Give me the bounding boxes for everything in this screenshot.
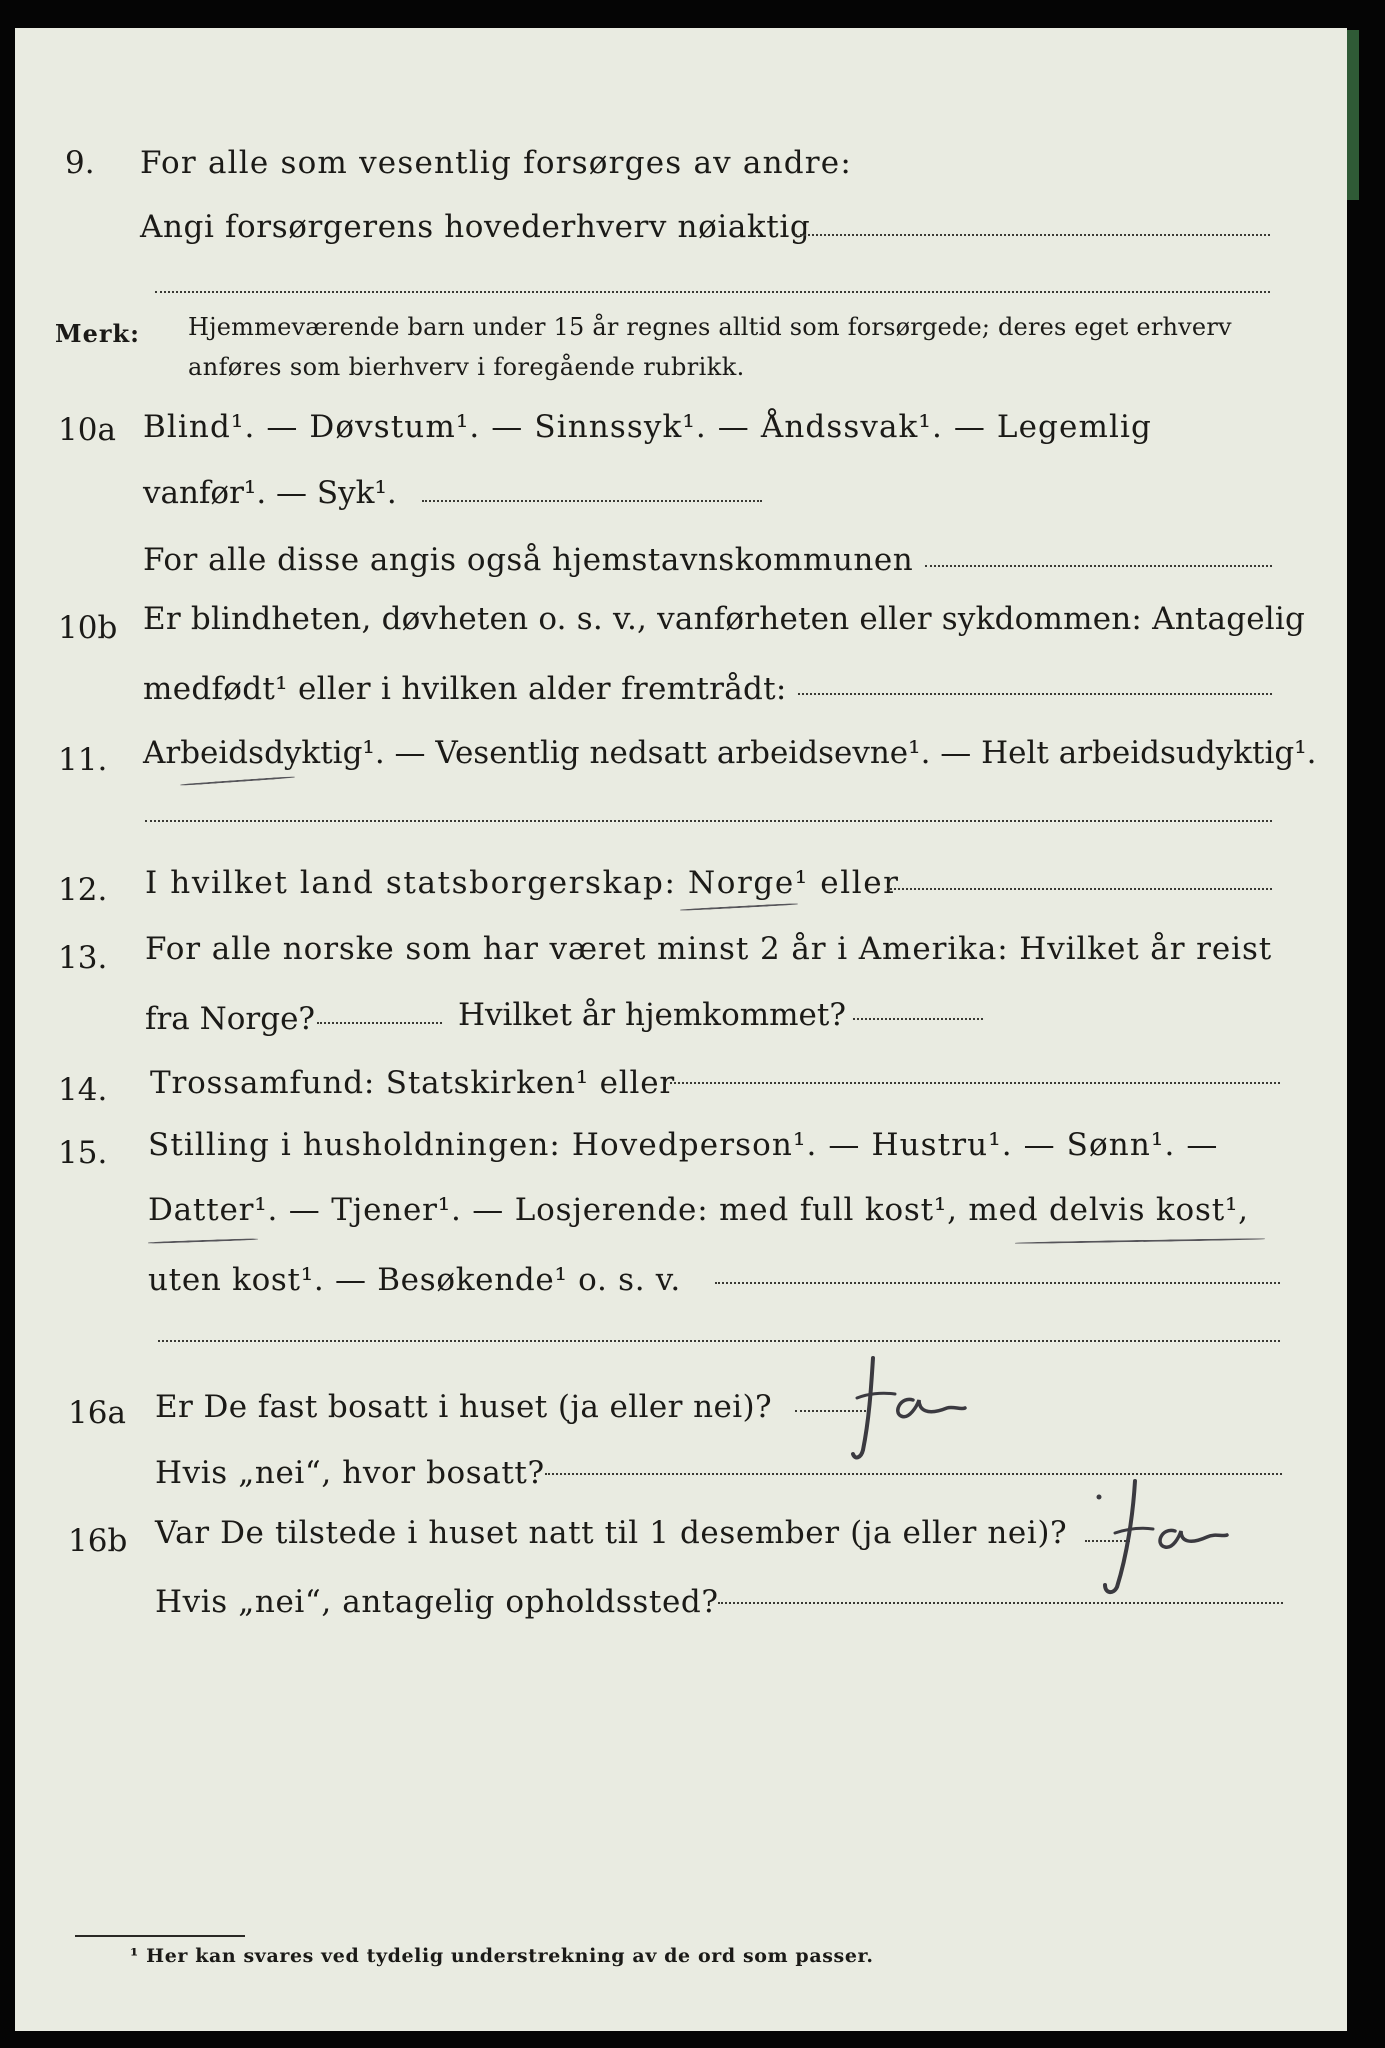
q14-line1: Trossamfund: Statskirken¹ eller xyxy=(150,1065,675,1101)
q10a-syk-field[interactable] xyxy=(422,500,762,502)
q11-answer-field[interactable] xyxy=(145,820,1272,822)
q16b-line1: Var De tilstede i huset natt til 1 desember (ja eller nei)? xyxy=(155,1515,1068,1551)
q13-line2a: fra Norge? xyxy=(145,1001,316,1037)
q15-answer-field-2[interactable] xyxy=(158,1340,1280,1342)
q16b-opholdssted-field[interactable] xyxy=(718,1602,1283,1604)
q10a-line2: vanfør¹. — Syk¹. xyxy=(143,475,397,511)
q12-answer-field[interactable] xyxy=(887,888,1272,890)
q9-line1: For alle som vesentlig forsørges av andre: xyxy=(140,145,852,181)
q16b-handwritten-answer xyxy=(1075,1475,1255,1605)
q10b-line2: medfødt¹ eller i hvilken alder fremtrådt: xyxy=(143,671,787,707)
q13-reist-field[interactable] xyxy=(317,1022,442,1024)
q12-line1: I hvilket land statsborgerskap: Norge¹ eller xyxy=(145,865,900,901)
q10b-answer-field[interactable] xyxy=(798,693,1272,695)
q16a-number: 16a xyxy=(68,1395,126,1431)
q15-number: 15. xyxy=(58,1135,108,1171)
merk-line1: Hjemmeværende barn under 15 år regnes alltid som forsørgede; deres eget erhverv xyxy=(188,313,1232,341)
q13-hjemkommet-field[interactable] xyxy=(853,1018,983,1020)
merk-line2: anføres som bierhverv i foregående rubrikk. xyxy=(188,353,745,381)
q13-line1: For alle norske som har været minst 2 år i Amerika: Hvilket år reist xyxy=(145,931,1273,967)
q11-line1: Arbeidsdyktig¹. — Vesentlig nedsatt arbeidsevne¹. — Helt arbeidsudyktig¹. xyxy=(143,735,1317,771)
q10b-number: 10b xyxy=(58,610,118,646)
q9-answer-field-2[interactable] xyxy=(155,291,1270,293)
q9-answer-field[interactable] xyxy=(795,234,1270,236)
q13-line2b: Hvilket år hjemkommet? xyxy=(458,997,846,1033)
q13-number: 13. xyxy=(58,940,108,976)
q9-line2: Angi forsørgerens hovederhverv nøiaktig xyxy=(140,209,811,245)
q11-number: 11. xyxy=(58,742,108,778)
page-edge-strip xyxy=(1347,30,1359,200)
q9-number: 9. xyxy=(65,145,95,181)
q15-line1: Stilling i husholdningen: Hovedperson¹. — Hustru¹. — Sønn¹. — xyxy=(148,1127,1219,1163)
q10a-number: 10a xyxy=(58,412,116,448)
q16a-line1: Er De fast bosatt i huset (ja eller nei)? xyxy=(155,1389,773,1425)
merk-label: Merk: xyxy=(55,319,140,348)
q16a-line2: Hvis „nei“, hvor bosatt? xyxy=(155,1455,545,1491)
q16b-number: 16b xyxy=(68,1523,128,1559)
footnote-rule xyxy=(75,1935,245,1937)
q15-line2: Datter¹. — Tjener¹. — Losjerende: med full kost¹, med delvis kost¹, xyxy=(148,1192,1249,1228)
q15-line3: uten kost¹. — Besøkende¹ o. s. v. xyxy=(148,1262,681,1298)
q10a-line3: For alle disse angis også hjemstavnskommunen xyxy=(143,542,914,578)
q10a-line1: Blind¹. — Døvstum¹. — Sinnssyk¹. — Åndssvak¹. — Legemlig xyxy=(143,409,1152,445)
q14-number: 14. xyxy=(58,1072,108,1108)
footnote: ¹ Her kan svares ved tydelig understrekning av de ord som passer. xyxy=(130,1945,874,1967)
q16a-handwritten-answer xyxy=(835,1350,985,1465)
q10b-line1: Er blindheten, døvheten o. s. v., vanførheten eller sykdommen: Antagelig xyxy=(143,601,1306,637)
q10a-hjemstavn-field[interactable] xyxy=(925,565,1272,567)
q14-answer-field[interactable] xyxy=(670,1082,1280,1084)
q15-answer-field[interactable] xyxy=(715,1282,1280,1284)
q16b-line2: Hvis „nei“, antagelig opholdssted? xyxy=(155,1584,719,1620)
q12-number: 12. xyxy=(58,872,108,908)
